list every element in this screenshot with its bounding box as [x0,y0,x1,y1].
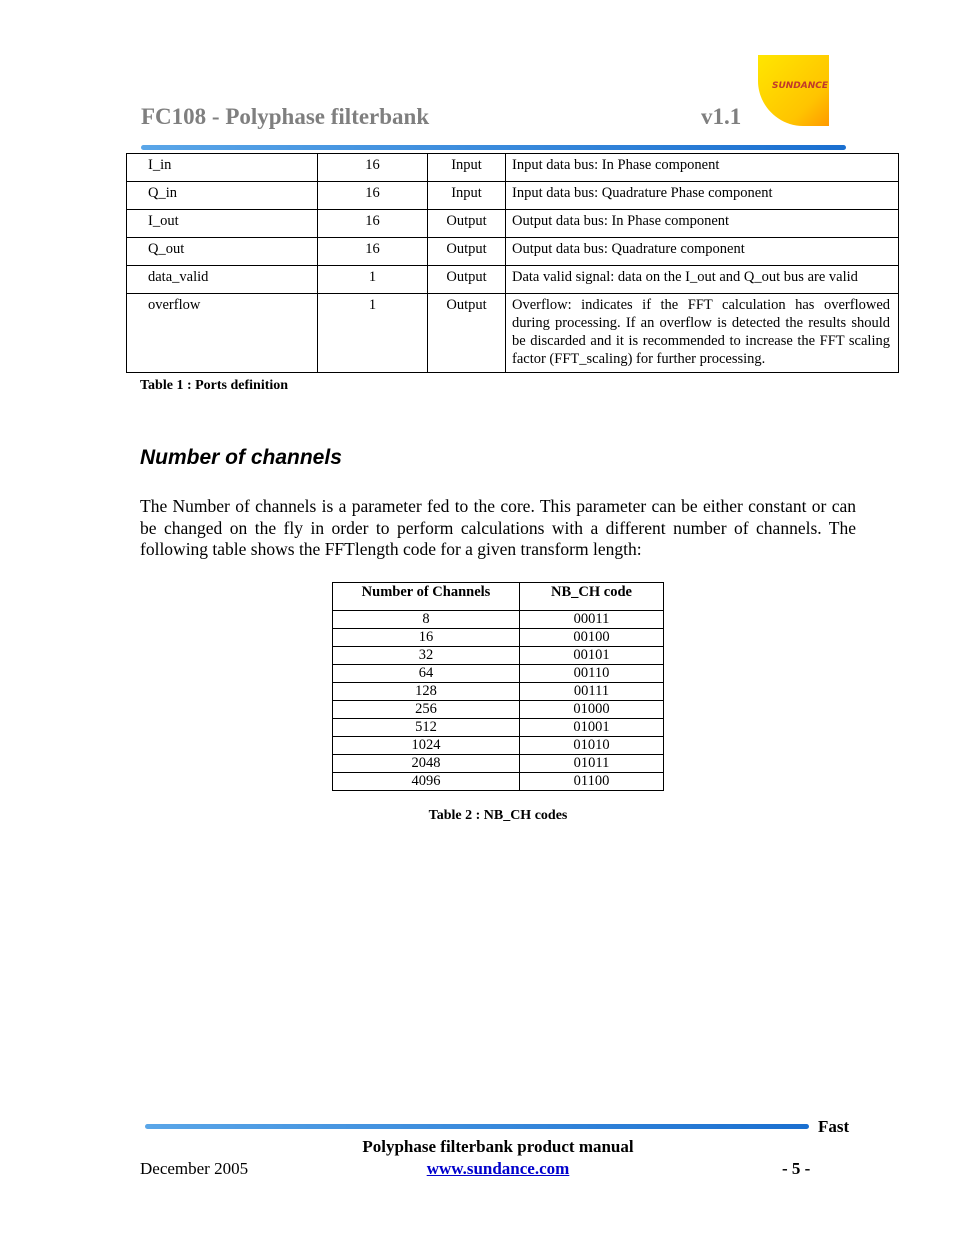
table-row [127,182,899,210]
document-title: FC108 - Polyphase filterbank [141,104,430,129]
table-row [127,294,899,373]
table-row [333,611,664,629]
column-header: NB_CH code [520,583,664,611]
table-row [333,773,664,791]
table-header-row [333,583,664,611]
port-direction: Output [428,266,506,294]
channels-cell: 1024 [333,737,520,755]
document-version: v1.1 [701,104,742,129]
code-cell: 01010 [520,737,664,755]
channels-cell: 32 [333,647,520,665]
port-name: I_in [127,154,318,182]
port-direction: Output [428,238,506,266]
channels-cell: 128 [333,683,520,701]
table-row [333,665,664,683]
code-cell: 00011 [520,611,664,629]
table-2-caption: Table 2 : NB_CH codes [428,808,568,823]
section-heading: Number of channels [140,446,342,469]
port-direction: Input [428,182,506,210]
table-row [127,210,899,238]
channels-cell: 4096 [333,773,520,791]
table-row [333,629,664,647]
code-cell: 00100 [520,629,664,647]
sundance-website-link[interactable]: www.sundance.com [426,1159,570,1178]
port-width: 16 [318,182,428,210]
table-row [333,683,664,701]
port-direction: Output [428,210,506,238]
channels-cell: 2048 [333,755,520,773]
port-name: overflow [127,294,318,373]
code-cell: 01000 [520,701,664,719]
header-rule [141,145,846,150]
port-description: Overflow: indicates if the FFT calculation has overflowed during processing. If an overflow is detected the results should be discarded and it is recommended to increase the FFT scaling factor (FFT_scaling) for further processing. [506,294,899,373]
table-row [333,647,664,665]
table-row [333,737,664,755]
channels-cell: 512 [333,719,520,737]
footer-date: December 2005 [140,1159,249,1178]
channels-cell: 256 [333,701,520,719]
port-direction: Output [428,294,506,373]
code-cell: 01100 [520,773,664,791]
port-description: Input data bus: In Phase component [506,154,899,182]
footer-rule [145,1124,809,1129]
table-row [333,701,664,719]
nb-ch-codes-table [332,582,664,791]
port-width: 1 [318,294,428,373]
port-description: Data valid signal: data on the I_out and Q_out bus are valid [506,266,899,294]
footer-url-container [0,1159,954,1179]
channels-cell: 8 [333,611,520,629]
port-description: Output data bus: In Phase component [506,210,899,238]
port-width: 16 [318,210,428,238]
table-row [127,238,899,266]
sundance-logo [758,55,829,126]
channels-cell: 64 [333,665,520,683]
footer-fast-label: Fast [818,1117,850,1136]
port-description: Input data bus: Quadrature Phase component [506,182,899,210]
section-paragraph: The Number of channels is a parameter fed to the core. This parameter can be either constant or can be changed on the fly in order to perform calculations with a different number of channels. The following table shows the FFTlength code for a given transform length: [140,496,856,559]
code-cell: 00110 [520,665,664,683]
logo-text: SUNDANCE [771,81,829,91]
column-header: Number of Channels [333,583,520,611]
port-name: data_valid [127,266,318,294]
footer-manual-title: Polyphase filterbank product manual [362,1137,634,1156]
ports-table [126,153,899,373]
port-name: Q_out [127,238,318,266]
port-width: 16 [318,238,428,266]
code-cell: 00101 [520,647,664,665]
table-row [333,755,664,773]
table-row [333,719,664,737]
port-direction: Input [428,154,506,182]
table-row [127,266,899,294]
table-row [127,154,899,182]
port-name: Q_in [127,182,318,210]
port-description: Output data bus: Quadrature component [506,238,899,266]
port-width: 1 [318,266,428,294]
page-number: - 5 - [782,1159,811,1178]
code-cell: 01001 [520,719,664,737]
port-width: 16 [318,154,428,182]
channels-cell: 16 [333,629,520,647]
code-cell: 00111 [520,683,664,701]
code-cell: 01011 [520,755,664,773]
table-1-caption: Table 1 : Ports definition [140,378,289,393]
port-name: I_out [127,210,318,238]
